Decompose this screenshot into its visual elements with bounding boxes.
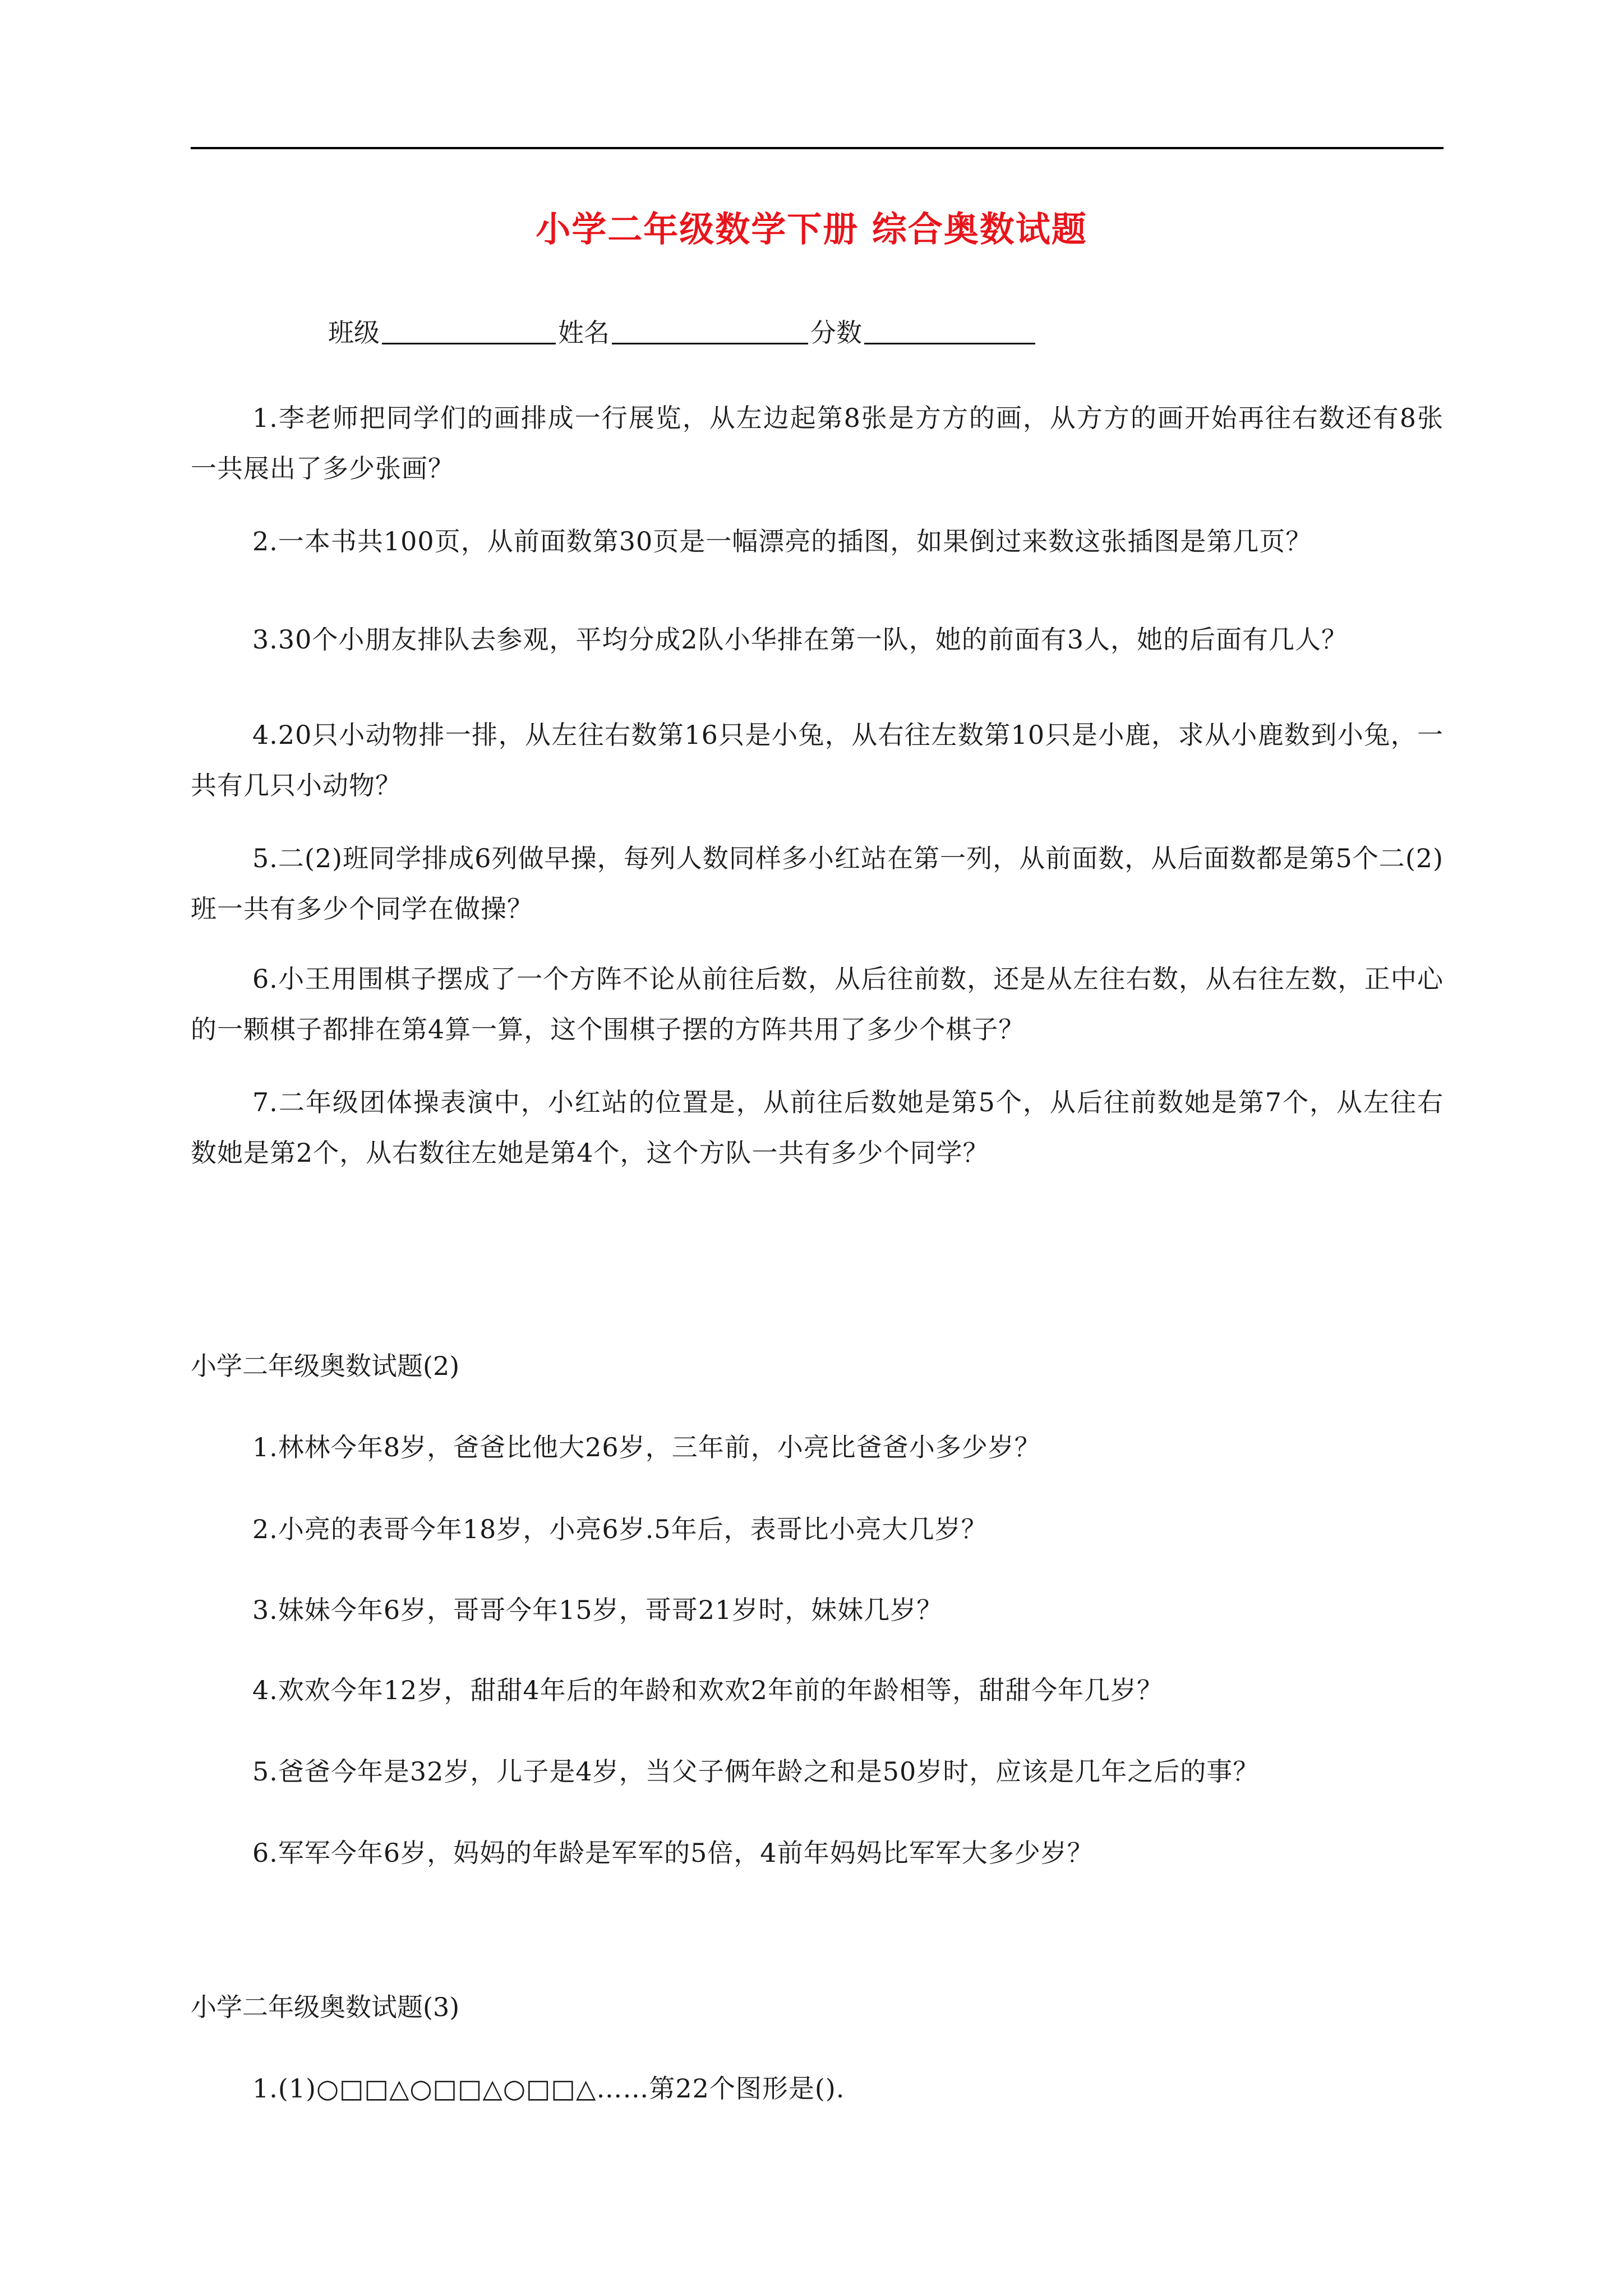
- section-3-heading: 小学二年级奥数试题(3): [191, 1992, 460, 2022]
- question-2-5: 5.爸爸今年是32岁，儿子是4岁，当父子俩年龄之和是50岁时，应该是几年之后的事？: [252, 1756, 1260, 1787]
- question-2-2: 2.小亮的表哥今年18岁，小亮6岁.5年后，表哥比小亮大几岁？: [252, 1514, 988, 1544]
- section-2-heading: 小学二年级奥数试题(2): [191, 1351, 460, 1381]
- name-label: 姓名: [558, 318, 610, 348]
- student-info-row: [328, 320, 1038, 346]
- question-1-5: 5.二(2)班同学排成6列做早操，每列人数同样多小红站在第一列，从前面数，从后面数都是第5个二(2)班一共有多少个同学在做操？: [191, 843, 1444, 924]
- question-2-6: 6.军军今年6岁，妈妈的年龄是军军的5倍，4前年妈妈比军军大多少岁？: [252, 1838, 1094, 1868]
- question-3-1: 1.(1)○□□△○□□△○□□△……第22个图形是().: [252, 2073, 845, 2104]
- question-1-6: 6.小王用围棋子摆成了一个方阵不论从前往后数，从后往前数，还是从左往右数，从右往左数，正中心的一颗棋子都排在第4算一算，这个围棋子摆的方阵共用了多少个棋子？: [191, 964, 1444, 1045]
- score-label: 分数: [810, 318, 862, 348]
- score-blank[interactable]: [864, 343, 1035, 344]
- page-title: 小学二年级数学下册 综合奥数试题: [536, 209, 1087, 250]
- question-1-4: 4.20只小动物排一排，从左往右数第16只是小兔，从右往左数第10只是小鹿，求从小鹿数到小兔，一共有几只小动物？: [191, 720, 1444, 800]
- name-blank[interactable]: [612, 343, 808, 344]
- class-label: 班级: [328, 318, 380, 348]
- question-2-1: 1.林林今年8岁，爸爸比他大26岁，三年前，小亮比爸爸小多少岁？: [252, 1432, 1041, 1462]
- question-2-3: 3.妹妹今年6岁，哥哥今年15岁，哥哥21岁时，妹妹几岁？: [252, 1595, 943, 1625]
- question-1-2: 2.一本书共100页，从前面数第30页是一幅漂亮的插图，如果倒过来数这张插图是第几页？: [252, 526, 1312, 556]
- question-1-3: 3.30个小朋友排队去参观，平均分成2队小华排在第一队，她的前面有3人，她的后面有几人？: [252, 624, 1348, 655]
- header-rule: [191, 147, 1444, 149]
- question-1-1: 1.李老师把同学们的画排成一行展览，从左边起第8张是方方的画，从方方的画开始再往右数还有8张一共展出了多少张画？: [191, 403, 1444, 484]
- class-blank[interactable]: [382, 343, 556, 344]
- question-1-7: 7.二年级团体操表演中，小红站的位置是，从前往后数她是第5个，从后往前数她是第7个，从左往右数她是第2个，从右数往左她是第4个，这个方队一共有多少个同学？: [191, 1087, 1444, 1168]
- question-2-4: 4.欢欢今年12岁，甜甜4年后的年龄和欢欢2年前的年龄相等，甜甜今年几岁？: [252, 1675, 1163, 1705]
